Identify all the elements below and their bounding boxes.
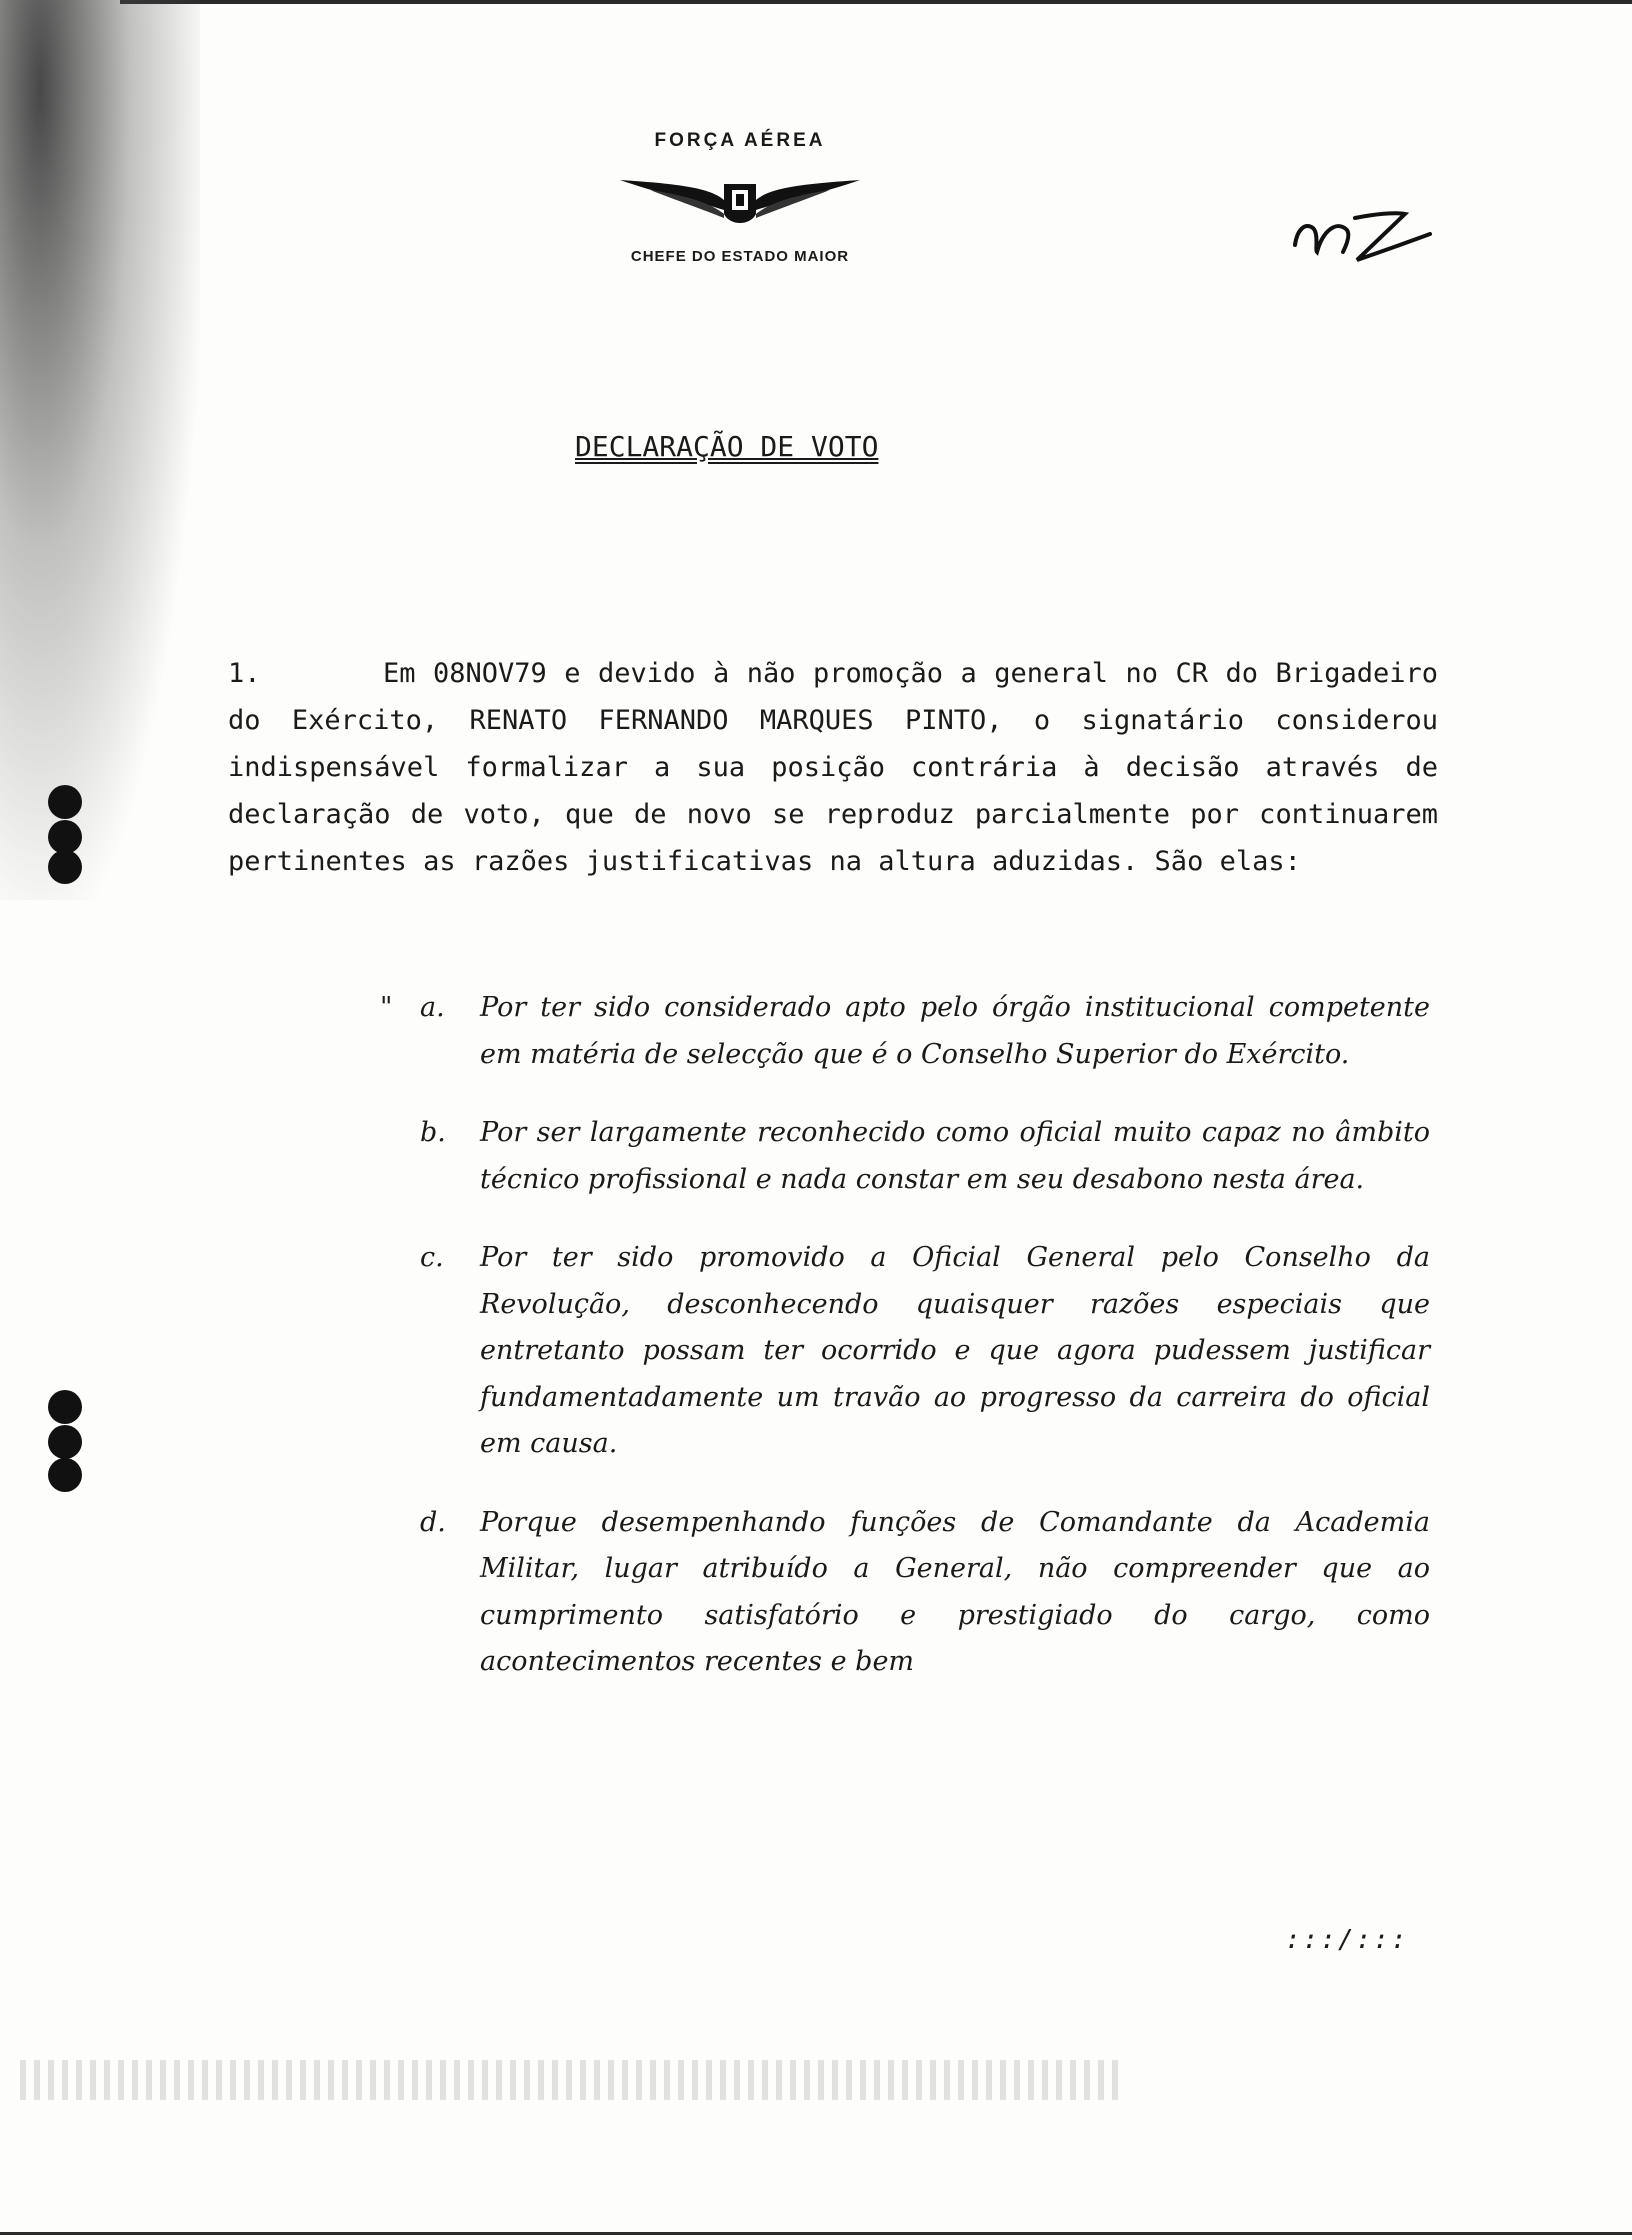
punch-hole xyxy=(48,785,82,819)
reasons-list xyxy=(380,985,1430,1718)
list-item xyxy=(380,1110,1430,1203)
punch-hole xyxy=(48,1458,82,1492)
list-item xyxy=(380,1235,1430,1468)
letterhead xyxy=(560,130,920,265)
item-letter: a. xyxy=(420,992,445,1023)
continuation-mark: :::/::: xyxy=(1285,1925,1409,1955)
scan-noise xyxy=(20,2060,1120,2100)
paragraph-text: Em 08NOV79 e devido à não promoção a general no CR do Brigadeiro do Exército, RENATO FERNANDO MARQUES PINTO, o signatário considerou indispensável formalizar a sua posição contrária à decisão através de declaração de voto, que de novo se reproduz parcialmente por continuarem pertinentes as razões justificativas na altura aduzidas. São elas: xyxy=(228,658,1438,877)
top-border xyxy=(120,0,1632,4)
item-text: Por ter sido considerado apto pelo órgão institucional competente em matéria de selecção que é o Conselho Superior do Exército. xyxy=(480,992,1430,1070)
opening-quote: " xyxy=(380,992,393,1023)
punch-hole xyxy=(48,820,82,854)
scan-shadow xyxy=(0,0,200,900)
item-letter: d. xyxy=(420,1506,446,1538)
punch-hole xyxy=(48,1390,82,1424)
item-text: Por ser largamente reconhecido como oficial muito capaz no âmbito técnico profissional e nada constar em seu desabono nesta área. xyxy=(480,1117,1430,1195)
handwritten-initials-icon xyxy=(1285,200,1435,270)
document-title: DECLARAÇÃO DE VOTO xyxy=(575,430,879,463)
item-text: Por ter sido promovido a Oficial General pelo Conselho da Revolução, desconhecendo quaisquer razões especiais que entretanto possam ter ocorrido e que agora pudessem justificar fundamentadamente um travão ao progresso da carreira do oficial em causa. xyxy=(480,1242,1430,1459)
item-letter: b. xyxy=(420,1117,446,1148)
paragraph-number: 1. xyxy=(228,658,261,689)
list-item xyxy=(380,985,1430,1078)
punch-hole xyxy=(48,850,82,884)
list-item xyxy=(380,1500,1430,1686)
punch-hole xyxy=(48,1425,82,1459)
item-text: Porque desempenhando funções de Comandante da Academia Militar, lugar atribuído a General, não compreender que ao cumprimento satisfatório e prestigiado do cargo, como acontecimentos recentes e bem xyxy=(480,1506,1430,1677)
paragraph-1 xyxy=(228,650,1438,885)
office-title: CHEFE DO ESTADO MAIOR xyxy=(630,248,850,265)
air-force-wings-emblem-icon xyxy=(620,170,860,232)
organization-name: FORÇA AÉREA xyxy=(654,130,826,151)
item-letter: c. xyxy=(420,1242,444,1273)
bottom-border xyxy=(0,2232,1632,2235)
